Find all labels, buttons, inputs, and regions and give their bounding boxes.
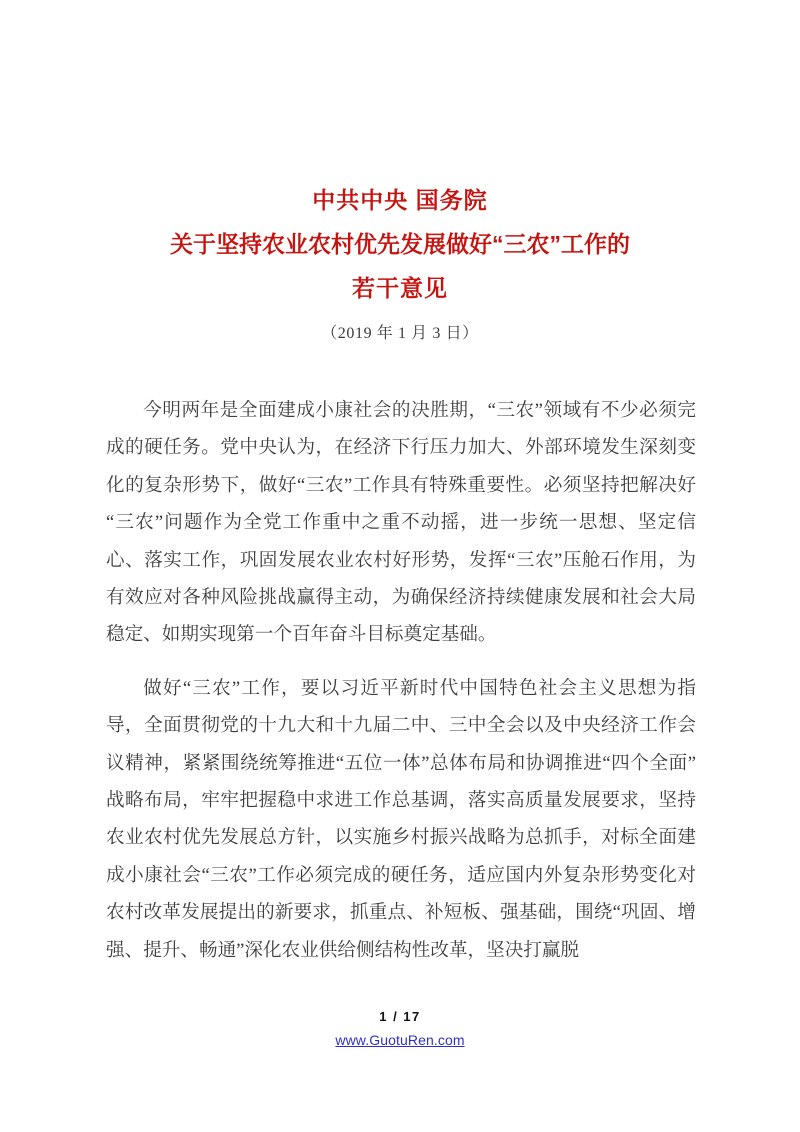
- document-title: [0, 178, 800, 310]
- title-line-3: 若干意见: [352, 275, 448, 301]
- watermark-link[interactable]: www.GuotuRen.com: [335, 1032, 465, 1048]
- title-line-1: 中共中央 国务院: [312, 187, 488, 213]
- page-number-indicator: 1 / 17: [379, 1009, 421, 1024]
- body-paragraph-2: 做好“三农”工作，要以习近平新时代中国特色社会主义思想为指导，全面贯彻党的十九大和十九届二中、三中全会以及中央经济工作会议精神，紧紧围绕统筹推进“五位一体”总体布局和协调推进“四个全面”战略布局，牢牢把握稳中求进工作总基调，落实高质量发展要求，坚持农业农村优先发展总方针，以实施乡村振兴战略为总抓手，对标全面建成小康社会“三农”工作必须完成的硬任务，适应国内外复杂形势变化对农村改革发展提出的新要求，抓重点、补短板、强基础，围绕“巩固、增强、提升、畅通”深化农业供给侧结构性改革，坚决打赢脱: [106, 677, 696, 961]
- document-date: （2019 年 1 月 3 日）: [321, 325, 479, 342]
- title-line-2: 关于坚持农业农村优先发展做好“三农”工作的: [170, 231, 630, 257]
- page-footer: [0, 1008, 800, 1050]
- document-body: [106, 392, 696, 969]
- body-paragraph-1: 今明两年是全面建成小康社会的决胜期，“三农”领域有不少必须完成的硬任务。党中央认为，在经济下行压力加大、外部环境发生深刻变化的复杂形势下，做好“三农”工作具有特殊重要性。必须坚持把解决好“三农”问题作为全党工作重中之重不动摇，进一步统一思想、坚定信心、落实工作，巩固发展农业农村好形势，发挥“三农”压舱石作用，为有效应对各种风险挑战赢得主动，为确保经济持续健康发展和社会大局稳定、如期实现第一个百年奋斗目标奠定基础。: [106, 400, 696, 646]
